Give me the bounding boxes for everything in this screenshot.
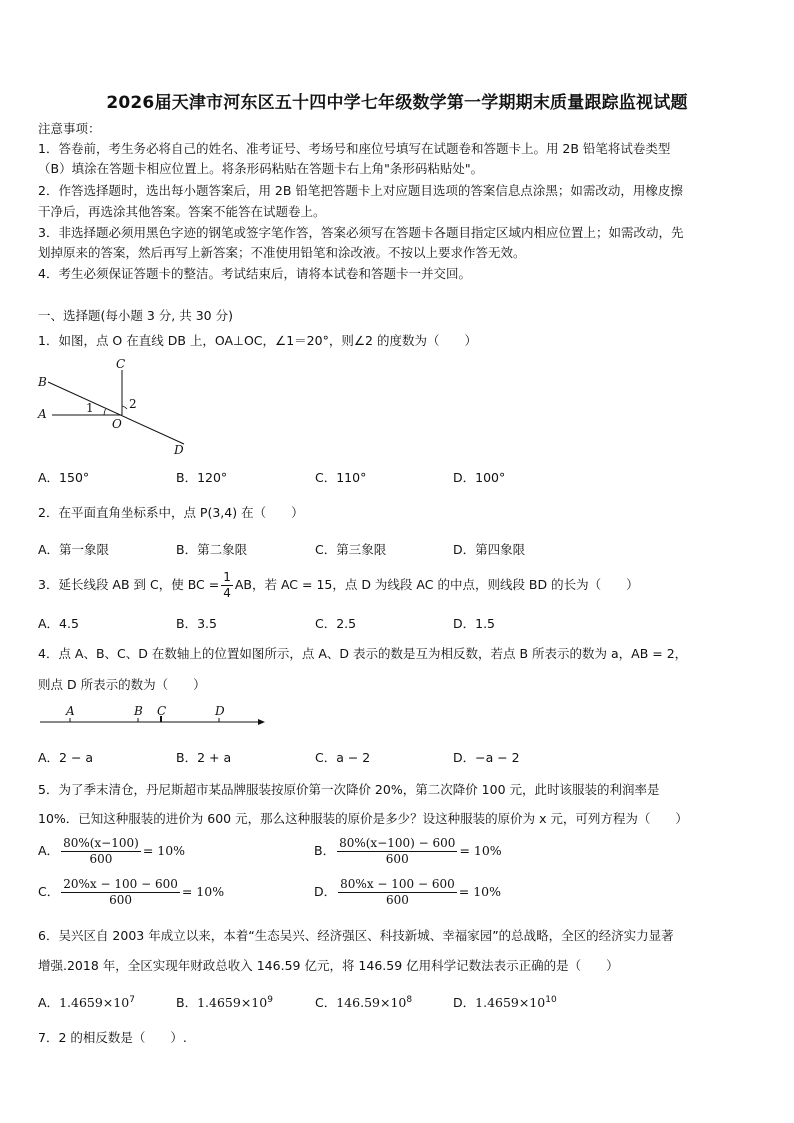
question-3-options (38, 614, 758, 632)
notice-line: （B）填涂在答题卡相应位置上。将条形码粘贴在答题卡右上角"条形码粘贴处"。 (38, 161, 484, 176)
notice-line: 4．考生必须保证答题卡的整洁。考试结束后，请将本试卷和答题卡一并交回。 (38, 266, 471, 281)
figure-label-B: B (38, 375, 47, 389)
option-fraction (338, 877, 457, 908)
figure-label-O: O (112, 417, 122, 431)
option-exponent: 9 (267, 994, 273, 1005)
section-heading: 一、选择题(每小题 3 分, 共 30 分) (38, 308, 233, 323)
notice-line: 干净后，再选涂其他答案。答案不能答在试题卷上。 (38, 204, 326, 219)
question-5-option-a (38, 836, 185, 867)
option-d: D．100° (453, 470, 506, 485)
figure-label-C: C (116, 357, 126, 371)
figure-label-A: A (38, 407, 47, 421)
option-d (453, 993, 557, 1011)
option-label: A． (38, 995, 60, 1010)
option-a: A．2 − a (38, 750, 94, 765)
fraction-numerator: 80%(x−100) (63, 836, 139, 850)
option-c (315, 993, 412, 1011)
question-2-options (38, 540, 758, 558)
option-exponent: 10 (545, 994, 557, 1005)
option-c: C．第三象限 (315, 542, 387, 557)
question-1-stem: 1．如图，点 O 在直线 DB 上，OA⊥OC，∠1＝20°，则∠2 的度数为（ ） (38, 333, 477, 348)
notice-line: 划掉原来的答案，然后再写上新答案；不准使用铅笔和涂改液。不按以上要求作答无效。 (38, 245, 526, 260)
option-a (38, 993, 135, 1011)
option-exponent: 8 (406, 994, 413, 1005)
option-d: D．−a − 2 (453, 750, 520, 765)
fraction-numerator: 80%(x−100) − 600 (339, 836, 456, 850)
question-5-stem: 5．为了季末清仓，丹尼斯超市某品牌服装按原价第一次降价 20%，第二次降价 100 元，此时该服装的利润率是 (38, 782, 660, 797)
fraction-denominator: 600 (109, 893, 132, 907)
option-a: A．第一象限 (38, 542, 110, 557)
option-base: 146.59×10 (336, 995, 407, 1010)
notice-line: 3．非选择题必须用黑色字迹的钢笔或签字笔作答，答案必须写在答题卡各题目指定区域内相应位置上；如需改动，先 (38, 225, 684, 240)
question-6-stem: 增强.2018 年，全区实现年财政总收入 146.59 亿元，将 146.59 亿用科学记数法表示正确的是（ ） (38, 958, 619, 973)
axis-label-C: C (157, 704, 167, 718)
option-label: D． (314, 884, 337, 899)
option-b (176, 993, 273, 1011)
figure-label-D: D (174, 443, 184, 456)
option-label: C． (38, 884, 60, 899)
option-a: A．150° (38, 470, 90, 485)
fraction-numerator: 20%x − 100 − 600 (63, 877, 178, 891)
option-label: A． (38, 843, 60, 858)
question-3-stem-b: AB，若 AC = 15，点 D 为线段 AC 的中点，则线段 BD 的长为（ ） (234, 577, 639, 592)
figure-angle-1: 1 (86, 401, 94, 415)
question-7-stem: 7．2 的相反数是（ ）. (38, 1030, 187, 1045)
question-5-option-c (38, 877, 224, 908)
option-base: 1.4659×10 (59, 995, 130, 1010)
axis-label-D: D (215, 704, 225, 718)
option-b: B．2 + a (176, 750, 232, 765)
fraction-numerator: 1 (223, 570, 231, 584)
option-exponent: 7 (129, 994, 135, 1005)
notice-line: 1．答卷前，考生务必将自己的姓名、准考证号、考场号和座位号填写在试题卷和答题卡上。用 2B 铅笔将试卷类型 (38, 141, 671, 156)
option-label: B． (176, 995, 198, 1010)
notice-heading: 注意事项： (38, 121, 101, 136)
option-b: B．第二象限 (176, 542, 248, 557)
option-fraction (61, 877, 180, 908)
axis-label-A: A (66, 704, 75, 718)
question-2-stem: 2．在平面直角坐标系中，点 P(3,4) 在（ ） (38, 505, 304, 520)
question-1-figure (34, 356, 204, 456)
figure-angle-2: 2 (129, 397, 137, 411)
option-d: D．第四象限 (453, 542, 526, 557)
question-5-option-d (314, 877, 501, 908)
fraction-denominator: 600 (385, 852, 409, 866)
question-1-options (38, 468, 758, 486)
question-4-options (38, 748, 758, 766)
fraction-one-quarter (221, 570, 233, 601)
number-line-figure (36, 704, 266, 732)
option-label: B． (314, 843, 336, 858)
question-5-option-b (314, 836, 502, 867)
fraction-numerator: 80%x − 100 − 600 (340, 877, 455, 891)
option-c: C．a − 2 (315, 750, 371, 765)
option-c: C．110° (315, 470, 367, 485)
question-3-stem-a: 3．延长线段 AB 到 C，使 BC = (38, 577, 220, 592)
fraction-denominator: 600 (386, 893, 409, 907)
equation-rhs: = 10% (181, 884, 225, 899)
question-4-stem: 4．点 A、B、C、D 在数轴上的位置如图所示，点 A、D 表示的数是互为相反数，若点 B 所表示的数为 a，AB = 2， (38, 646, 688, 661)
option-base: 1.4659×10 (197, 995, 268, 1010)
notice-line: 2．作答选择题时，选出每小题答案后，用 2B 铅笔把答题卡上对应题目选项的答案信息点涂黑；如需改动，用橡皮擦 (38, 183, 683, 198)
fraction-denominator: 4 (223, 586, 231, 600)
axis-label-B: B (134, 704, 143, 718)
page-title: 2026届天津市河东区五十四中学七年级数学第一学期期末质量跟踪监视试题 (106, 93, 688, 113)
option-label: D． (453, 995, 476, 1010)
option-d: D．1.5 (453, 616, 496, 631)
question-5-stem: 10%．已知这种服装的进价为 600 元，那么这种服装的原价是多少？设这种服装的原价为 x 元，可列方程为（ ） (38, 811, 688, 826)
question-4-stem: 则点 D 所表示的数为（ ） (38, 677, 206, 692)
question-6-options (38, 993, 758, 1011)
question-6-stem: 6．吴兴区自 2003 年成立以来，本着“生态吴兴、经济强区、科技新城、幸福家园”的总战略，全区的经济实力显著 (38, 928, 674, 943)
option-c: C．2.5 (315, 616, 357, 631)
option-b: B．120° (176, 470, 228, 485)
question-3-stem (38, 570, 758, 601)
option-fraction (61, 836, 141, 867)
option-a: A．4.5 (38, 616, 79, 631)
option-base: 1.4659×10 (475, 995, 546, 1010)
equation-rhs: = 10% (459, 843, 502, 858)
equation-rhs: = 10% (142, 843, 186, 858)
fraction-denominator: 600 (89, 852, 113, 866)
equation-rhs: = 10% (458, 884, 501, 899)
option-fraction (337, 836, 457, 867)
option-label: C． (315, 995, 337, 1010)
option-b: B．3.5 (176, 616, 217, 631)
